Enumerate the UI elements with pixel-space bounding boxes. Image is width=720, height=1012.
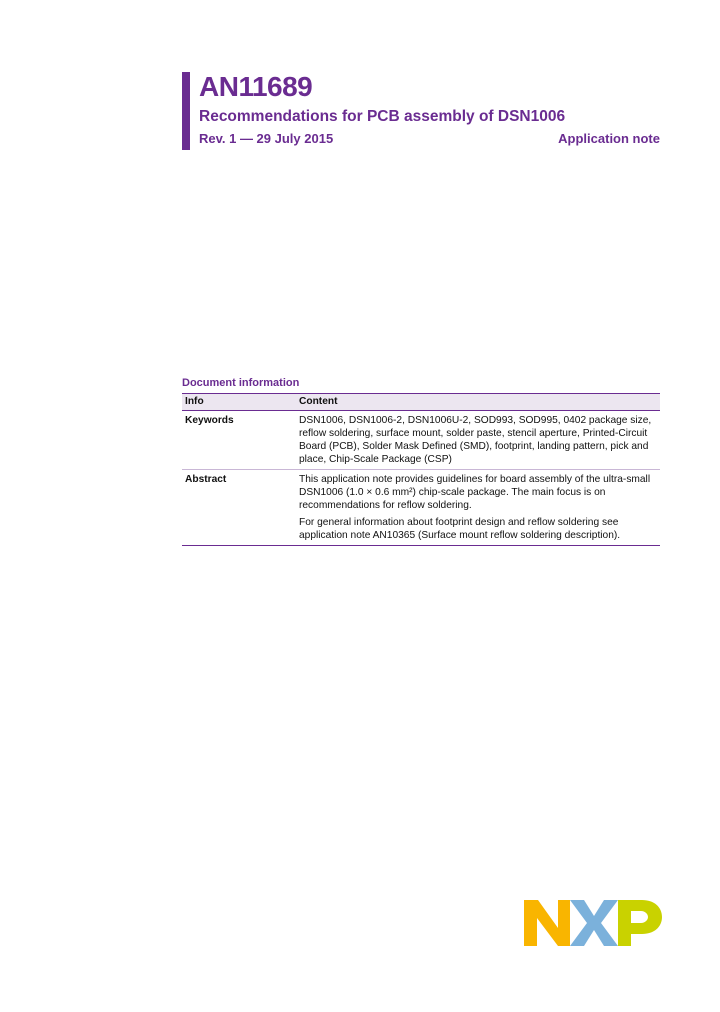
row-label: Keywords xyxy=(182,411,296,470)
row-content xyxy=(296,470,660,546)
abstract-paragraph: This application note provides guidelines for board assembly of the ultra-small DSN1006 (1.0 × 0.6 mm²) chip-scale package. The main focus is on recommendations for reflow soldering. xyxy=(299,474,651,511)
document-type: Application note xyxy=(558,131,660,146)
logo-letter-p xyxy=(618,900,662,946)
logo-letter-x xyxy=(570,900,618,946)
document-information-heading: Document information xyxy=(182,377,300,389)
nxp-logo xyxy=(524,898,662,948)
table-row-keywords xyxy=(182,411,660,470)
revision-date: Rev. 1 — 29 July 2015 xyxy=(199,131,334,146)
keywords-text: DSN1006, DSN1006-2, DSN1006U-2, SOD993, SOD995, 0402 package size, reflow soldering, surface mount, solder paste, stencil aperture, Printed-Circuit Board (PCB), Solder Mask Defined (SMD), footprint, landing pattern, pick and place, Chip-Scale Package (CSP) xyxy=(299,415,652,465)
document-number: AN11689 xyxy=(199,71,313,102)
table-row-abstract xyxy=(182,470,660,546)
row-content xyxy=(296,411,660,470)
row-label: Abstract xyxy=(182,470,296,546)
column-header-content: Content xyxy=(296,394,660,411)
column-header-info: Info xyxy=(182,394,296,411)
document-information xyxy=(182,377,660,546)
table-header-row xyxy=(182,394,660,411)
abstract-paragraph: For general information about footprint design and reflow soldering see application note AN10365 (Surface mount reflow soldering description). xyxy=(299,517,621,541)
document-information-table xyxy=(182,393,660,546)
logo-letter-n xyxy=(524,900,570,946)
title-accent-bar xyxy=(182,72,190,150)
document-subtitle: Recommendations for PCB assembly of DSN1006 xyxy=(199,108,566,125)
